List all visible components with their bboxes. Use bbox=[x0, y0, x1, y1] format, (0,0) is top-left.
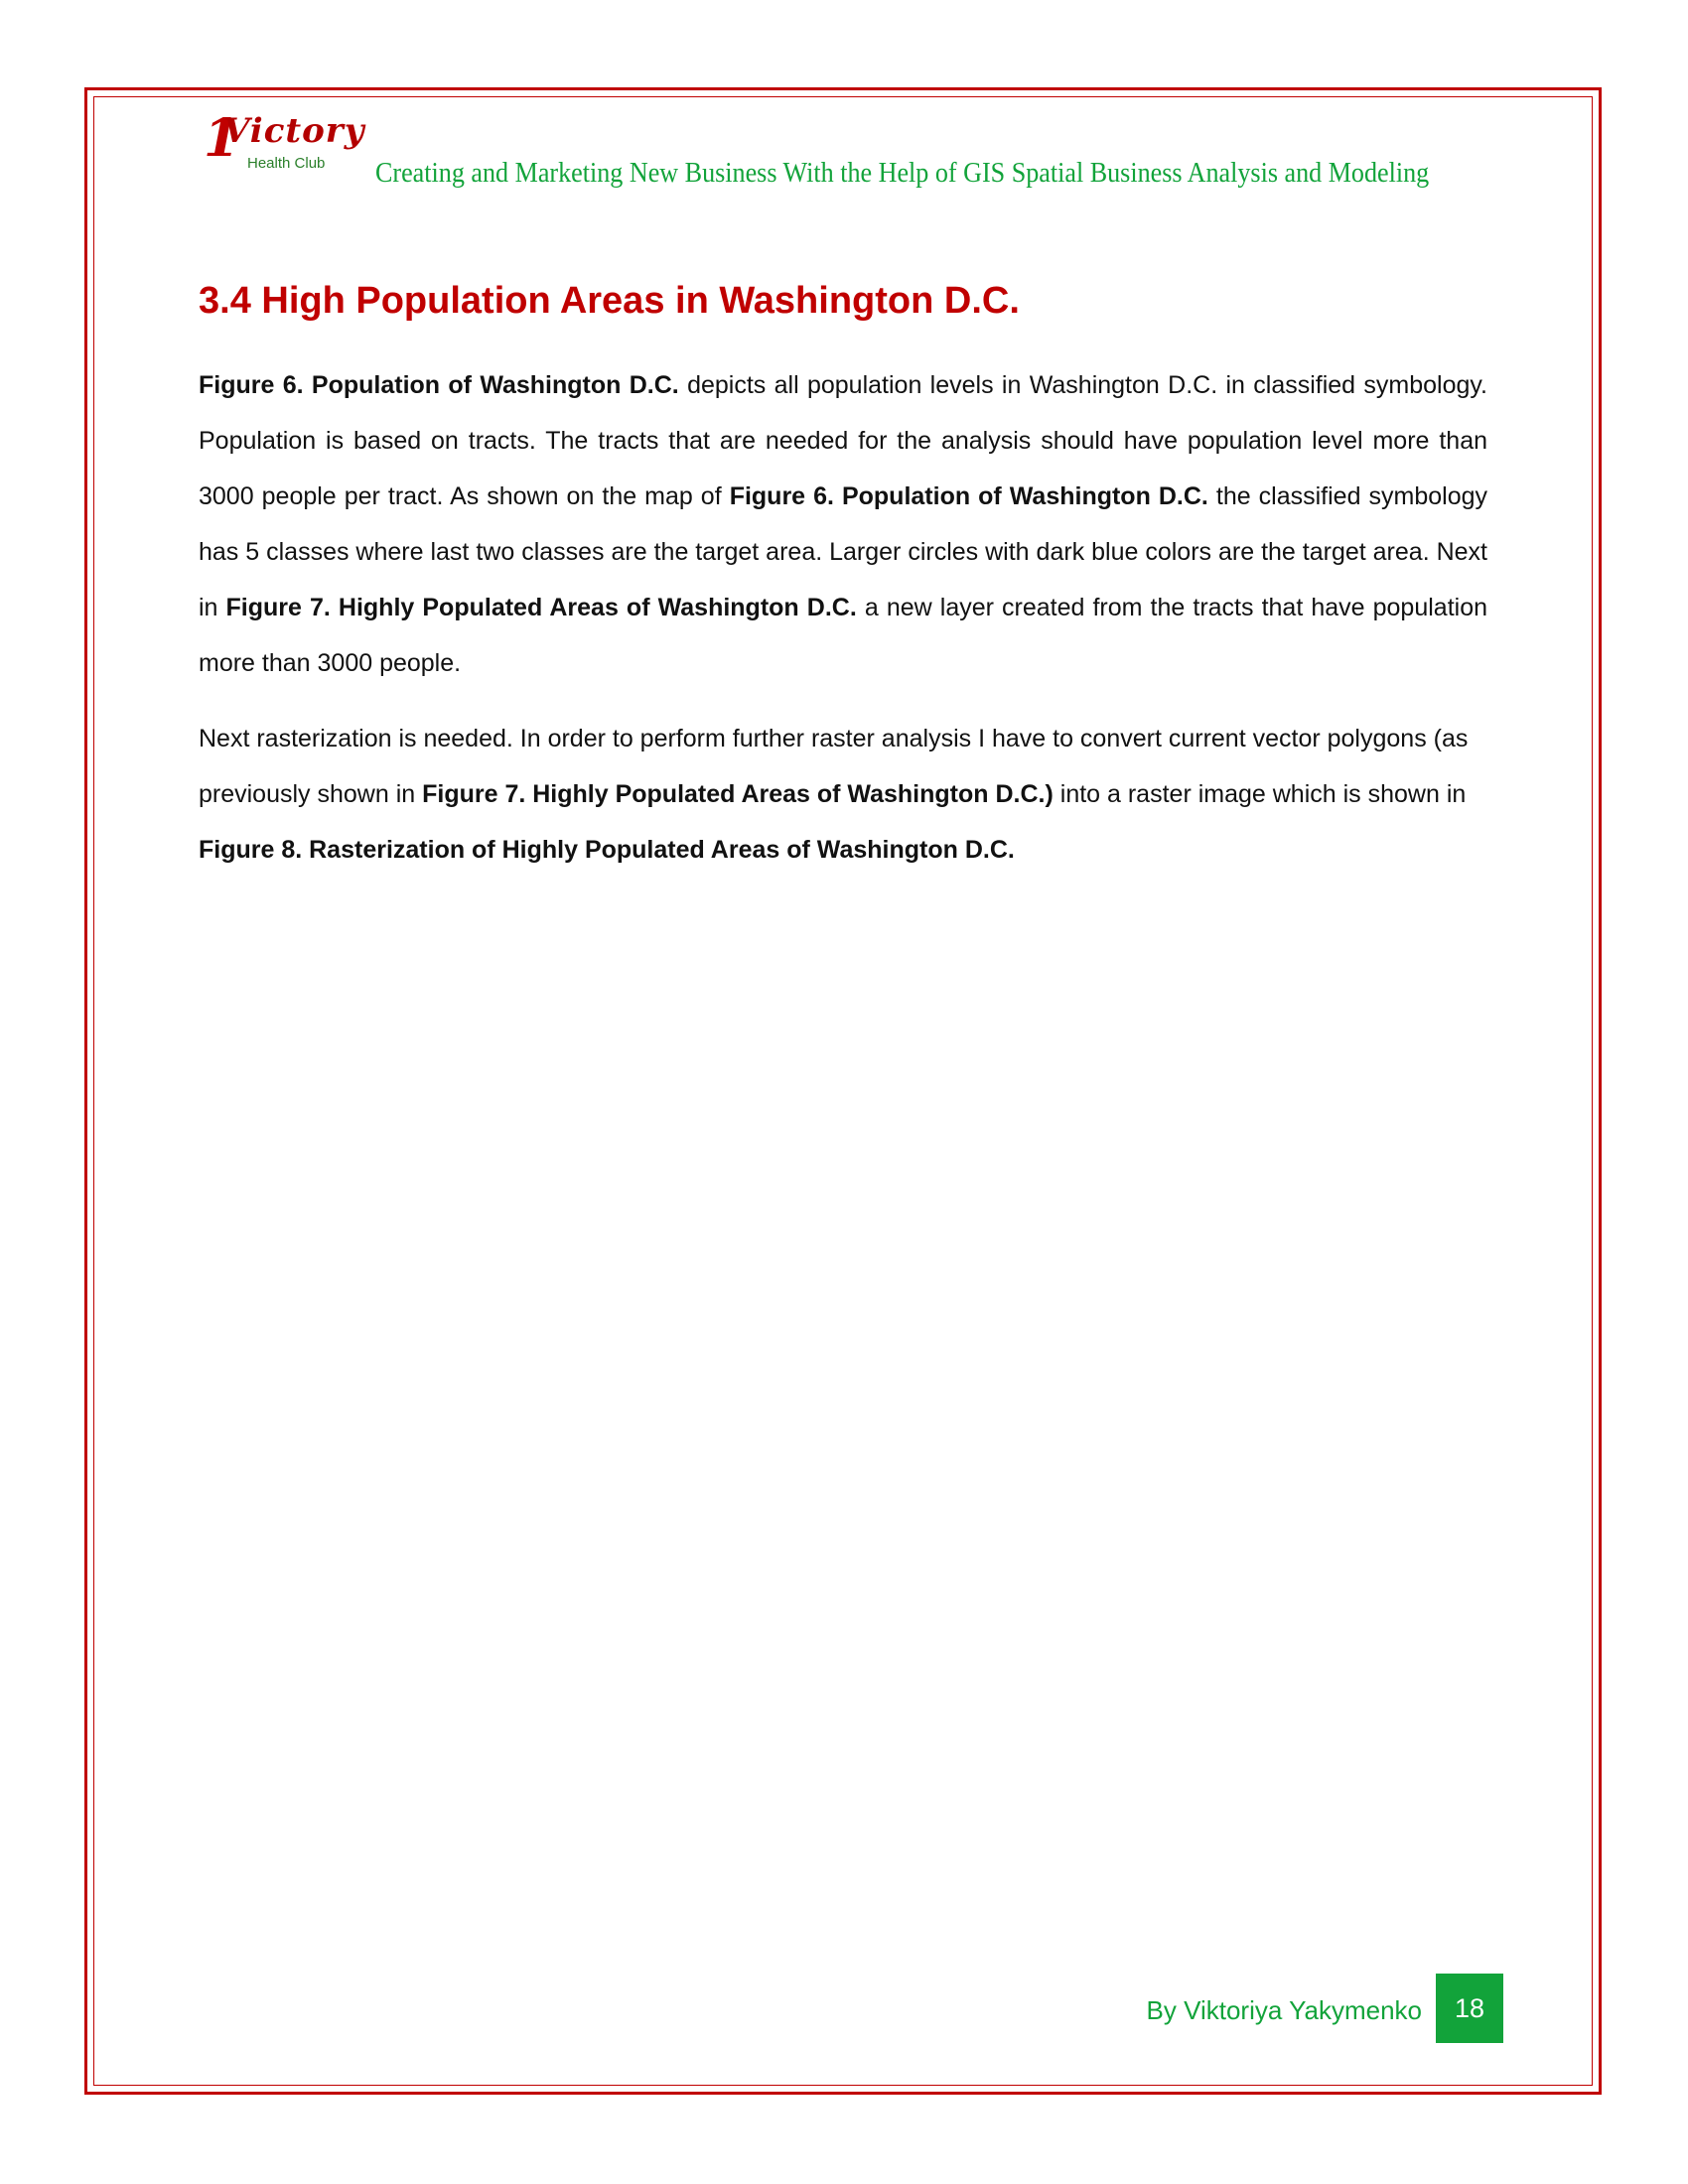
figure-6-reference: Figure 6. Population of Washington D.C. bbox=[729, 482, 1208, 510]
footer-author: By Viktoriya Yakymenko bbox=[1146, 1995, 1422, 2025]
figure-6-reference: Figure 6. Population of Washington D.C. bbox=[199, 371, 679, 399]
paragraph-text: into a raster image which is shown in bbox=[1053, 780, 1467, 808]
paragraph-population bbox=[199, 357, 1487, 691]
paragraph-text: depicts all population levels in Washington D.C. in classified symbology. Population is based on tracts. The tracts that are needed for the analysis should have population level more than 3000 people per tract. As shown on the map of bbox=[199, 371, 1487, 510]
logo-word: Victory bbox=[223, 111, 365, 151]
paragraph-text: Next rasterization is needed. In order to perform further raster analysis I have to convert current vector polygons (as previously shown in bbox=[199, 725, 1469, 808]
logo-subtitle: Health Club bbox=[247, 155, 326, 172]
figure-7-reference: Figure 7. Highly Populated Areas of Washington D.C.) bbox=[422, 780, 1054, 808]
paragraph-rasterization bbox=[199, 711, 1487, 878]
page-number-box bbox=[1436, 1974, 1503, 2043]
victory-health-club-logo bbox=[204, 107, 382, 187]
paragraph-text: a new layer created from the tracts that have population more than 3000 people. bbox=[199, 594, 1488, 677]
header-title: Creating and Marketing New Business With the Help of GIS Spatial Business Analysis and Modeling bbox=[375, 157, 1430, 189]
figure-8-reference: Figure 8. Rasterization of Highly Populated Areas of Washington D.C. bbox=[199, 836, 1015, 864]
figure-7-reference: Figure 7. Highly Populated Areas of Washington D.C. bbox=[225, 594, 857, 621]
page-number: 18 bbox=[1454, 1992, 1485, 2023]
logo-mark: 1 bbox=[204, 108, 240, 169]
paragraph-text: the classified symbology has 5 classes where last two classes are the target area. Larger circles with dark blue colors are the target area. Next in bbox=[199, 482, 1487, 621]
section-heading: 3.4 High Population Areas in Washington D.C. bbox=[199, 280, 1020, 322]
